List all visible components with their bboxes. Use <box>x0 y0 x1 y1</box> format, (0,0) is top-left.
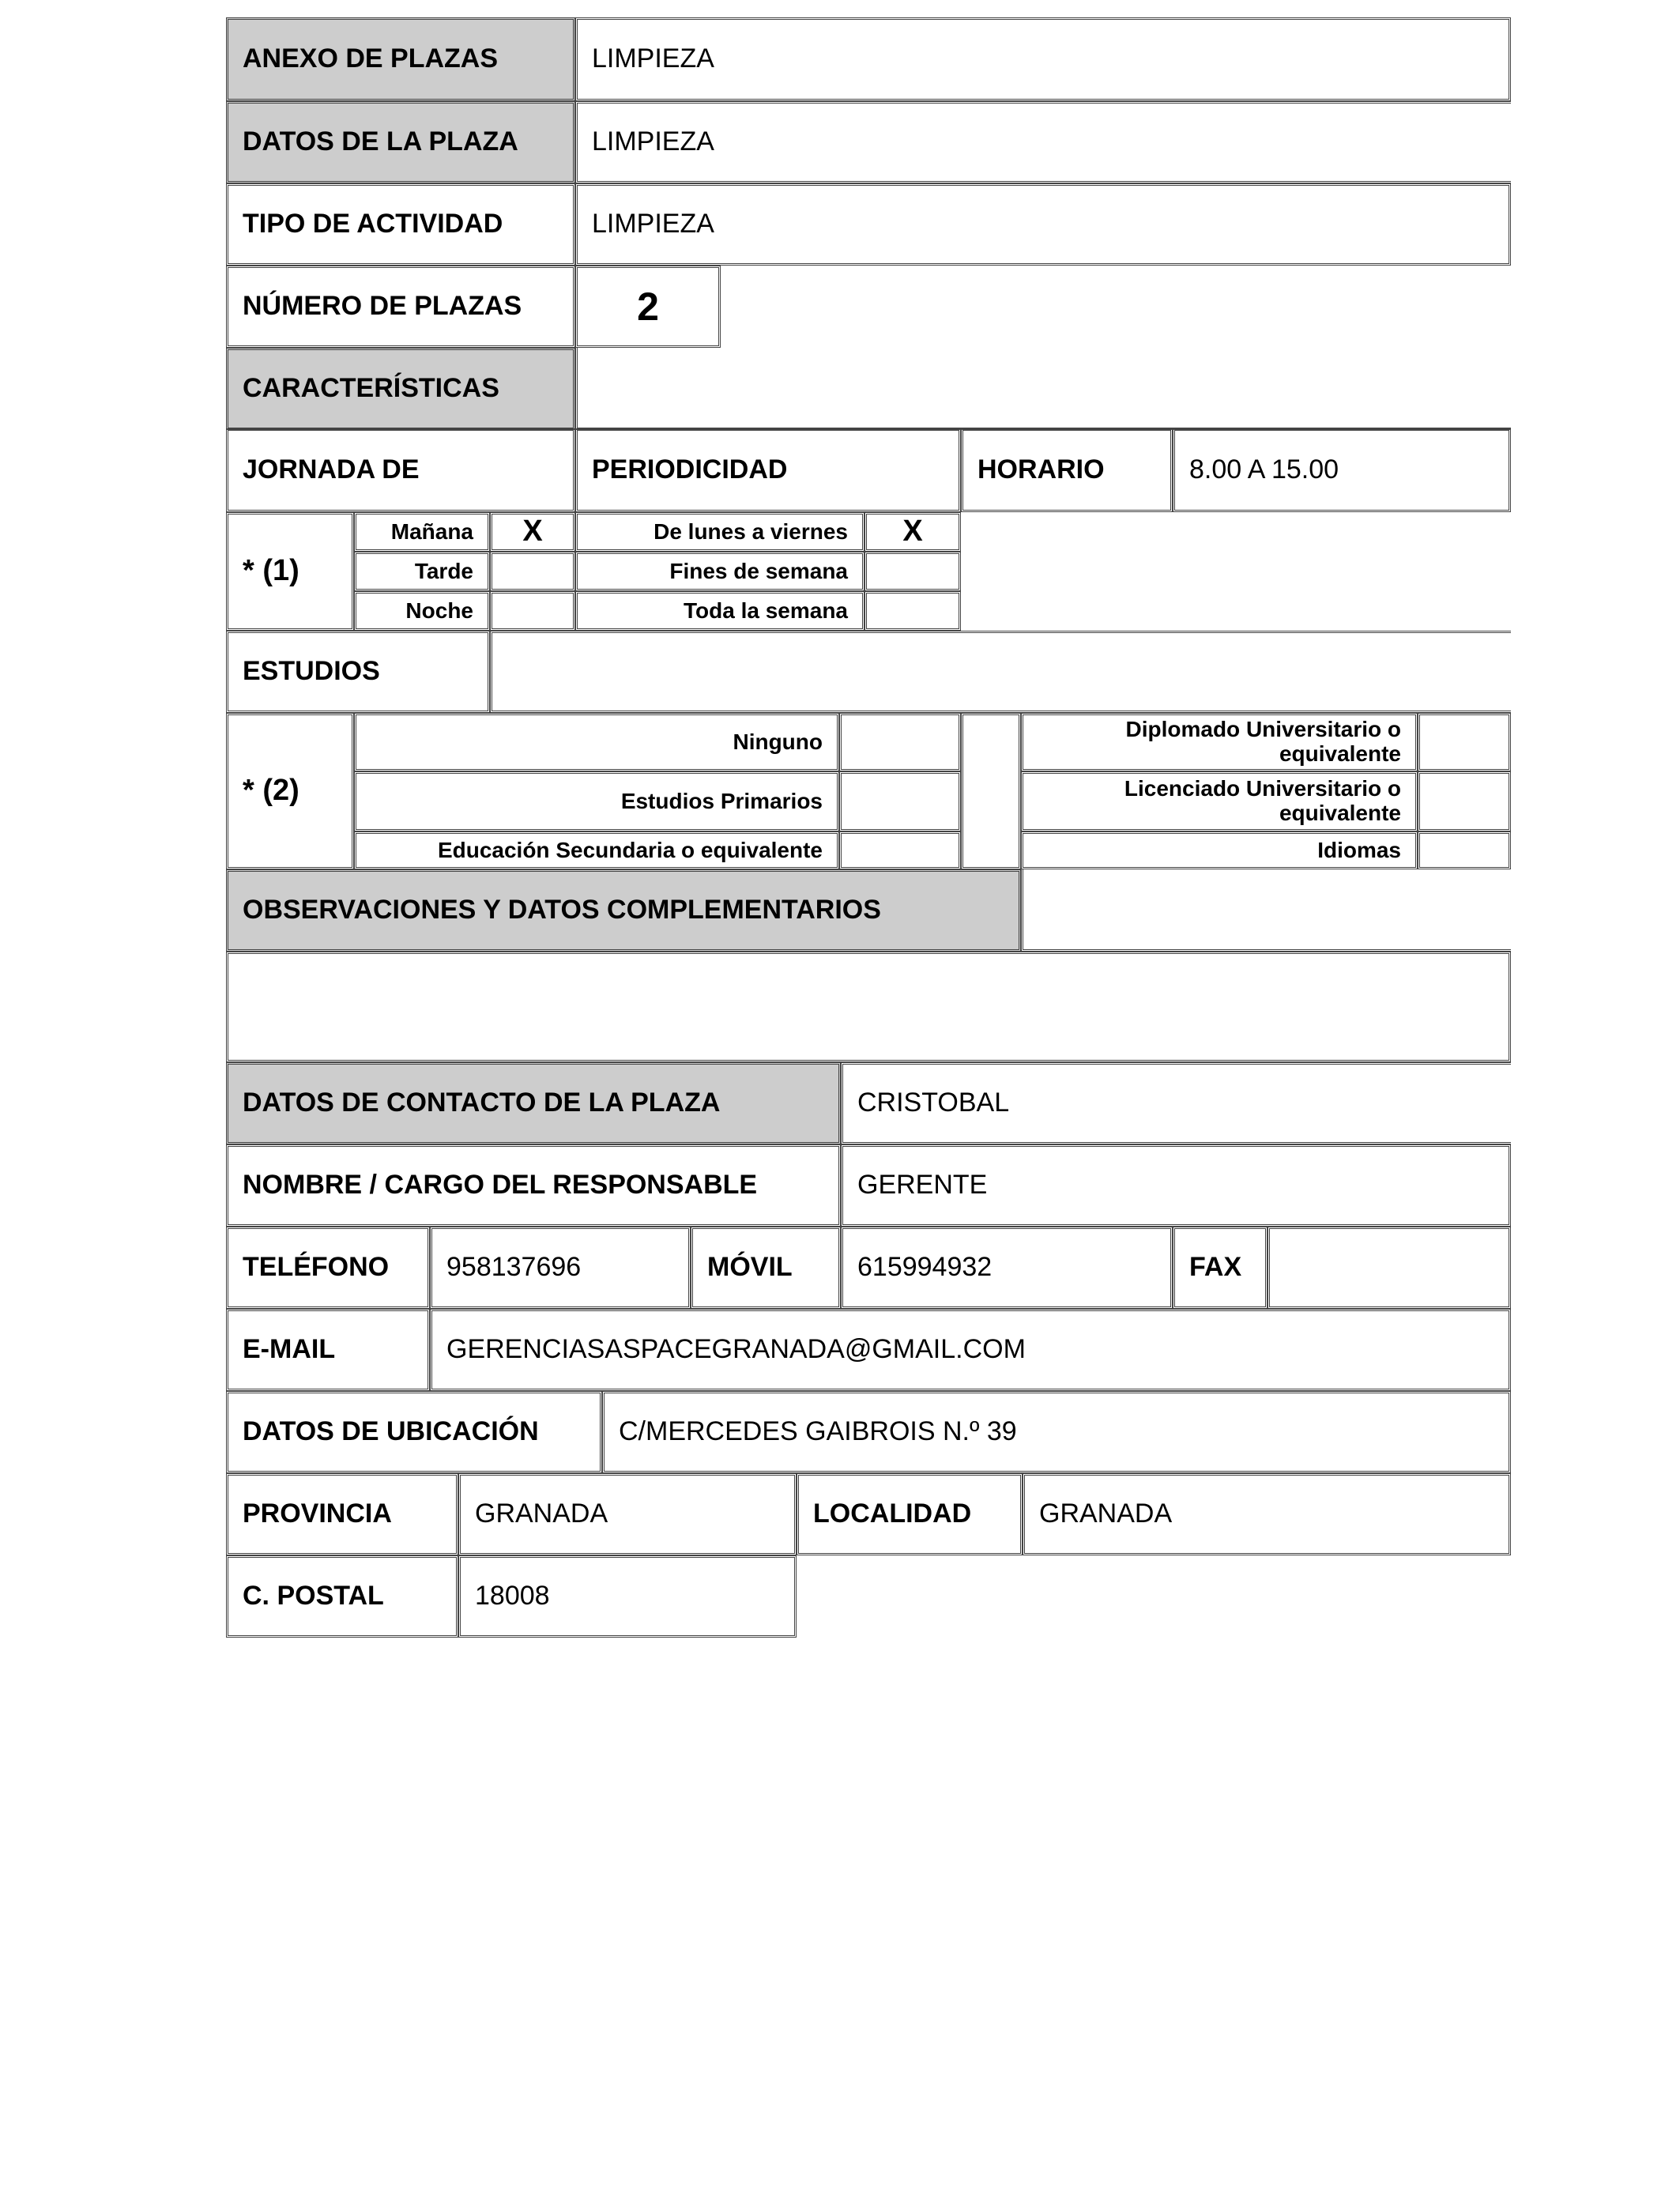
periodo-toda-semana-mark[interactable] <box>864 591 961 631</box>
telefono-label: TELÉFONO <box>226 1227 430 1309</box>
anexo-label: ANEXO DE PLAZAS <box>226 17 575 101</box>
email-value: GERENCIASASPACEGRANADA@GMAIL.COM <box>430 1309 1511 1391</box>
movil-value: 615994932 <box>841 1227 1173 1309</box>
anexo-value: LIMPIEZA <box>575 17 1511 101</box>
estudio-primarios-check[interactable] <box>839 771 961 831</box>
provincia-label: PROVINCIA <box>226 1473 458 1555</box>
ubicacion-label: DATOS DE UBICACIÓN <box>226 1391 602 1473</box>
datos-plaza-value: LIMPIEZA <box>575 101 1511 183</box>
horario-value: 8.00 A 15.00 <box>1173 428 1511 512</box>
turno-tarde-mark[interactable] <box>490 552 575 591</box>
periodo-fines-semana-mark[interactable] <box>864 552 961 591</box>
fax-value <box>1268 1227 1511 1309</box>
turno-manana-mark[interactable]: X <box>490 512 575 552</box>
estudios-value <box>490 631 1511 713</box>
turno-noche: Noche <box>354 591 490 631</box>
observaciones-label: OBSERVACIONES Y DATOS COMPLEMENTARIOS <box>226 869 1021 952</box>
numero-plazas-label: NÚMERO DE PLAZAS <box>226 266 575 348</box>
caracteristicas-label: CARACTERÍSTICAS <box>226 348 575 430</box>
movil-label: MÓVIL <box>691 1227 841 1309</box>
estudio-ninguno-check[interactable] <box>839 713 961 771</box>
periodicidad-label: PERIODICIDAD <box>575 428 961 512</box>
datos-plaza-label: DATOS DE LA PLAZA <box>226 101 575 183</box>
numero-plazas-value: 2 <box>575 266 721 348</box>
contacto-label: DATOS DE CONTACTO DE LA PLAZA <box>226 1062 841 1144</box>
turnos-note: * (1) <box>226 512 354 631</box>
turno-manana: Mañana <box>354 512 490 552</box>
jornada-label: JORNADA DE <box>226 428 575 512</box>
periodo-toda-semana: Toda la semana <box>575 591 864 631</box>
contacto-value: CRISTOBAL <box>841 1062 1511 1144</box>
tipo-actividad-label: TIPO DE ACTIVIDAD <box>226 183 575 266</box>
caracteristicas-value <box>575 348 1511 430</box>
estudio-diplomado-check[interactable] <box>1418 713 1511 771</box>
email-label: E-MAIL <box>226 1309 430 1391</box>
estudio-idiomas: Idiomas <box>1021 831 1418 869</box>
estudio-ninguno: Ninguno <box>354 713 839 771</box>
estudios-label: ESTUDIOS <box>226 631 490 713</box>
responsable-value: GERENTE <box>841 1144 1511 1227</box>
tipo-actividad-value: LIMPIEZA <box>575 183 1511 266</box>
estudio-diplomado: Diplomado Universitario o equivalente <box>1021 713 1418 771</box>
turno-tarde: Tarde <box>354 552 490 591</box>
localidad-value: GRANADA <box>1023 1473 1511 1555</box>
responsable-label: NOMBRE / CARGO DEL RESPONSABLE <box>226 1144 841 1227</box>
observaciones-side <box>1021 869 1511 952</box>
cp-label: C. POSTAL <box>226 1555 458 1638</box>
localidad-label: LOCALIDAD <box>797 1473 1023 1555</box>
estudio-secundaria-check[interactable] <box>839 831 961 869</box>
estudio-secundaria: Educación Secundaria o equivalente <box>354 831 839 869</box>
provincia-value: GRANADA <box>458 1473 797 1555</box>
horario-label: HORARIO <box>961 428 1173 512</box>
estudio-primarios: Estudios Primarios <box>354 771 839 831</box>
estudio-licenciado-check[interactable] <box>1418 771 1511 831</box>
observaciones-value[interactable] <box>226 952 1511 1062</box>
periodo-fines-semana: Fines de semana <box>575 552 864 591</box>
fax-label: FAX <box>1173 1227 1268 1309</box>
cp-value: 18008 <box>458 1555 797 1638</box>
estudios-note: * (2) <box>226 713 354 869</box>
estudio-licenciado: Licenciado Universitario o equivalente <box>1021 771 1418 831</box>
estudio-idiomas-check[interactable] <box>1418 831 1511 869</box>
periodo-lunes-viernes-mark[interactable]: X <box>864 512 961 552</box>
ubicacion-value: C/MERCEDES GAIBROIS N.º 39 <box>602 1391 1511 1473</box>
periodo-lunes-viernes: De lunes a viernes <box>575 512 864 552</box>
telefono-value: 958137696 <box>430 1227 691 1309</box>
turno-noche-mark[interactable] <box>490 591 575 631</box>
estudios-spacer <box>961 713 1021 869</box>
